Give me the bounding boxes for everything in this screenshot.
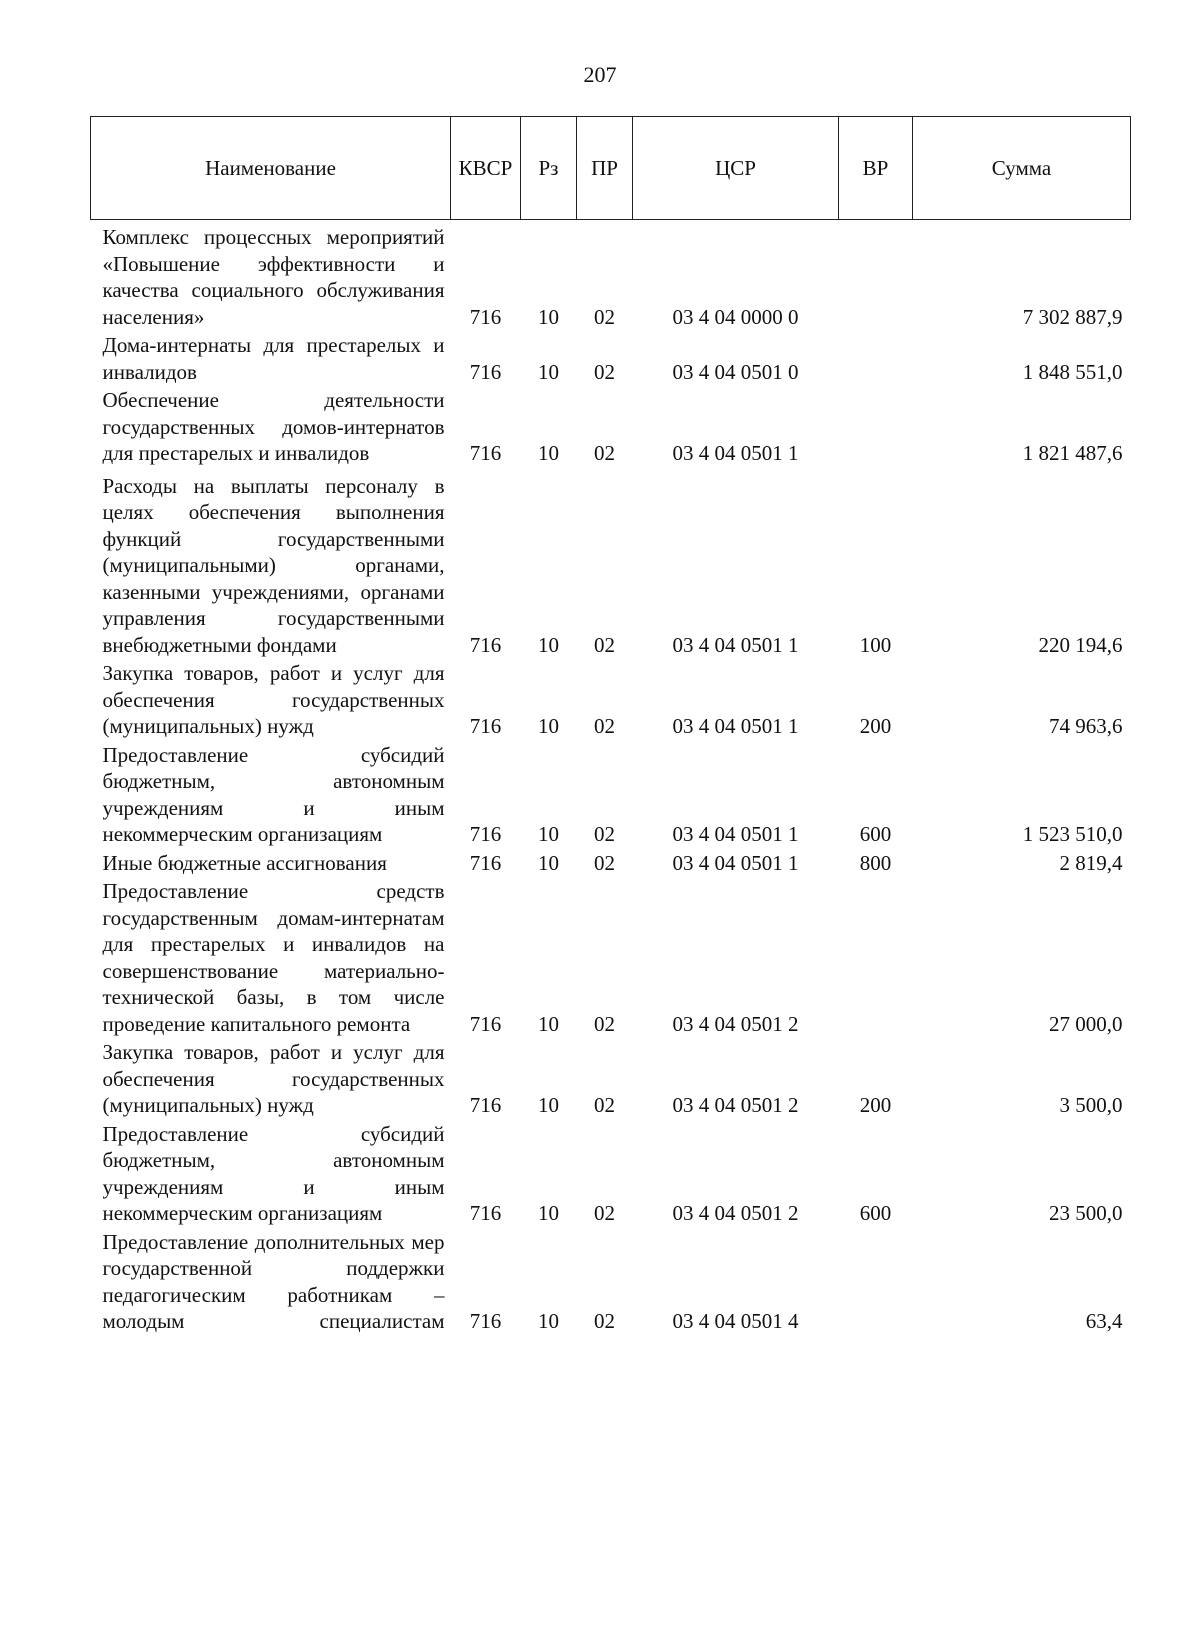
row-vr [839,1229,913,1337]
row-sum: 23 500,0 [1049,1201,1123,1225]
row-name: Обеспечение деятельности государственных домов-интернатов для престарелых и инвалидов [102,388,445,465]
table-row [91,1121,1131,1229]
row-csr: 03 4 04 0501 0 [672,359,799,384]
row-rz: 10 [538,1309,559,1333]
row-pr: 02 [594,1011,615,1036]
row-pr: 02 [594,1309,615,1333]
budget-table [90,116,1131,1337]
header-sum: Сумма [913,117,1131,220]
table-row [91,1039,1131,1121]
row-rz: 10 [538,822,559,846]
row-csr: 03 4 04 0501 2 [672,1093,799,1117]
row-pr: 02 [594,359,615,384]
table-row [91,742,1131,850]
row-name: Предоставление средств государственным домам-интернатам для престарелых и инвалидов на совершенствование материально-технической базы, в том числе проведение капитального ремонта [102,879,445,1036]
row-sum: 27 000,0 [1049,1011,1123,1036]
page-number: 207 [583,62,617,87]
row-sum: 63,4 [1085,1309,1123,1333]
row-csr: 03 4 04 0501 1 [672,441,799,465]
row-rz: 10 [538,441,559,465]
header-rz: Рз [521,117,577,220]
row-sum: 1 848 551,0 [1022,359,1123,384]
header-pr: ПР [577,117,633,220]
row-kvsr: 716 [469,1093,502,1117]
row-pr: 02 [594,850,615,875]
row-kvsr: 716 [469,1011,502,1036]
row-pr: 02 [594,714,615,738]
row-pr: 02 [594,304,615,329]
row-sum: 74 963,6 [1049,714,1123,738]
header-vr: ВР [839,117,913,220]
row-sum: 3 500,0 [1059,1093,1123,1117]
row-kvsr: 716 [469,822,502,846]
row-vr: 600 [859,1201,892,1225]
row-vr: 800 [859,850,892,875]
row-pr: 02 [594,1201,615,1225]
table-row [91,660,1131,742]
row-vr: 200 [859,1093,892,1117]
row-rz: 10 [538,359,559,384]
row-vr [839,332,913,387]
row-sum: 1 523 510,0 [1022,822,1123,846]
row-name: Расходы на выплаты персоналу в целях обеспечения выполнения функций государственными (муниципальными) органами, казенными учреждениями, органами управления государственными внебюджетными фондами [102,473,445,657]
row-kvsr: 716 [469,1309,502,1333]
row-sum: 220 194,6 [1038,632,1123,657]
row-vr: 100 [859,632,892,657]
row-vr: 200 [859,714,892,738]
row-kvsr: 716 [469,304,502,329]
row-name: Предоставление дополнительных мер государственной поддержки педагогическим работникам – молодым специалистам [102,1229,445,1333]
row-rz: 10 [538,1011,559,1036]
row-name: Закупка товаров, работ и услуг для обеспечения государственных (муниципальных) нужд [102,661,445,738]
row-csr: 03 4 04 0501 2 [672,1011,799,1036]
table-row [91,1229,1131,1337]
row-csr: 03 4 04 0501 1 [672,822,799,846]
row-kvsr: 716 [469,850,502,875]
row-kvsr: 716 [469,441,502,465]
row-pr: 02 [594,1093,615,1117]
row-vr [839,220,913,333]
row-csr: 03 4 04 0501 2 [672,1201,799,1225]
row-rz: 10 [538,632,559,657]
row-kvsr: 716 [469,632,502,657]
row-pr: 02 [594,632,615,657]
row-name: Закупка товаров, работ и услуг для обеспечения государственных (муниципальных) нужд [102,1040,445,1117]
row-name: Предоставление субсидий бюджетным, автономным учреждениям и иным некоммерческим организациям [102,1121,445,1225]
row-name: Предоставление субсидий бюджетным, автономным учреждениям и иным некоммерческим организациям [102,742,445,846]
table-row [91,469,1131,661]
header-kvsr: КВСР [451,117,521,220]
table-row [91,387,1131,469]
row-csr: 03 4 04 0501 1 [672,714,799,738]
table-row [91,878,1131,1039]
row-csr: 03 4 04 0501 1 [672,632,799,657]
table-row [91,850,1131,879]
header-csr: ЦСР [633,117,839,220]
row-rz: 10 [538,850,559,875]
row-rz: 10 [538,1201,559,1225]
row-pr: 02 [594,822,615,846]
table-row [91,332,1131,387]
row-sum: 7 302 887,9 [1022,304,1123,329]
row-sum: 1 821 487,6 [1022,441,1123,465]
row-kvsr: 716 [469,1201,502,1225]
table-header-row [91,117,1131,220]
row-rz: 10 [538,714,559,738]
row-rz: 10 [538,304,559,329]
row-kvsr: 716 [469,359,502,384]
row-rz: 10 [538,1093,559,1117]
row-csr: 03 4 04 0501 1 [672,850,799,875]
row-pr: 02 [594,441,615,465]
header-name: Наименование [91,117,451,220]
row-name: Иные бюджетные ассигнования [102,850,387,875]
table-row [91,220,1131,333]
row-sum: 2 819,4 [1059,850,1123,875]
row-name: Дома-интернаты для престарелых и инвалидов [102,333,445,384]
row-vr [839,387,913,469]
row-vr: 600 [859,822,892,846]
row-name: Комплекс процессных мероприятий «Повышение эффективности и качества социального обслуживания населения» [102,225,445,329]
row-csr: 03 4 04 0000 0 [672,304,799,329]
row-vr [839,878,913,1039]
row-csr: 03 4 04 0501 4 [672,1309,799,1333]
row-kvsr: 716 [469,714,502,738]
